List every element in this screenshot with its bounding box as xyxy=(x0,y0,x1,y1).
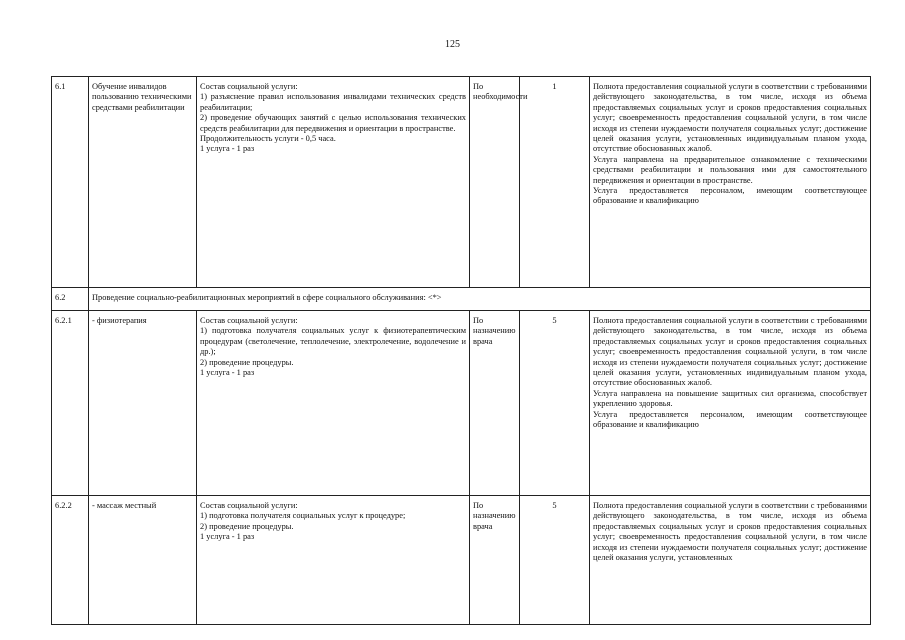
services-table xyxy=(51,76,871,625)
content-line: Состав социальной услуги: xyxy=(200,501,298,510)
service-content xyxy=(197,77,470,288)
content-line: 1 услуга - 1 раз xyxy=(200,368,255,378)
content-line: 1) подготовка получателя социальных услуг к процедуре; xyxy=(200,511,406,521)
content-line: Состав социальной услуги: xyxy=(200,316,298,325)
content-line: 1 услуга - 1 раз xyxy=(200,144,255,154)
service-time: 5 xyxy=(520,496,590,625)
row-number: 6.2.1 xyxy=(52,311,89,496)
criteria-paragraph: Полнота предоставления социальной услуги в соответствии с требованиями действующего законодательства, в том числе, исходя из объема предоставляемых социальных услуг и сроков предоставления социальных услуг; своевременность предоставления социальной услуги, в том числе исходя из степени нуждаемости получателя социальных услуг; достижение целей оказания услуги, установленных индивидуальным планом ухода, отсутствие обоснованных жалоб. xyxy=(593,82,867,154)
criteria-paragraph: Полнота предоставления социальной услуги в соответствии с требованиями действующего законодательства, в том числе, исходя из объема предоставляемых социальных услуг и сроков предоставления социальных услуг; своевременность предоставления социальной услуги, в том числе исходя из степени нуждаемости получателя социальных услуг; достижение целей оказания услуги, установленных индивидуальным планом ухода, отсутствие обоснованных жалоб. xyxy=(593,316,867,388)
content-line: 1) подготовка получателя социальных услуг к физиотерапевтическим процедурам (светолечение, теплолечение, электролечение, водолечение и др.); xyxy=(200,326,466,357)
service-criteria xyxy=(590,496,871,625)
service-content xyxy=(197,496,470,625)
criteria-paragraph: Услуга предоставляется персоналом, имеющим соответствующее образование и квалификацию xyxy=(593,186,867,206)
page-number: 125 xyxy=(445,39,460,50)
content-line: Состав социальной услуги: xyxy=(200,82,298,91)
criteria-paragraph: Услуга направлена на предварительное ознакомление с техническими средствами реабилитации и пользования ими для самостоятельного передвижения и ориентации в пространстве. xyxy=(593,154,867,185)
service-time: 1 xyxy=(520,77,590,288)
criteria-paragraph: Услуга предоставляется персоналом, имеющим соответствующее образование и квалификацию xyxy=(593,409,867,430)
service-criteria xyxy=(590,77,871,288)
content-line: 2) проведение обучающих занятий с целью использования технических средств реабилитации для передвижения и ориентации в пространстве. xyxy=(200,113,466,133)
table-row xyxy=(52,496,871,625)
section-row xyxy=(52,288,871,311)
row-number: 6.2.2 xyxy=(52,496,89,625)
row-number: 6.1 xyxy=(52,77,89,288)
table-row xyxy=(52,77,871,288)
service-name: - физиотерапия xyxy=(89,311,197,496)
content-line: 2) проведение процедуры. xyxy=(200,357,294,367)
service-time: 5 xyxy=(520,311,590,496)
content-line: 2) проведение процедуры. xyxy=(200,521,294,531)
service-frequency: По назначению врача xyxy=(470,496,520,625)
service-name: - массаж местный xyxy=(89,496,197,625)
content-line: Продолжительность услуги - 0,5 часа. xyxy=(200,134,336,144)
service-frequency: По назначению врача xyxy=(470,311,520,496)
service-frequency: По необходимости xyxy=(470,77,520,288)
service-content xyxy=(197,311,470,496)
table-row xyxy=(52,311,871,496)
section-title: Проведение социально-реабилитационных мероприятий в сфере социального обслуживания: <*> xyxy=(89,288,871,311)
criteria-paragraph: Услуга направлена на повышение защитных сил организма, способствует укреплению здоровья. xyxy=(593,388,867,409)
criteria-paragraph: Полнота предоставления социальной услуги в соответствии с требованиями действующего законодательства, в том числе, исходя из объема предоставляемых социальных услуг и сроков предоставления социальных услуг; своевременность предоставления социальной услуги, в том числе исходя из степени нуждаемости получателя социальных услуг; достижение целей оказания услуги, установленных xyxy=(593,501,867,563)
service-name: Обучение инвалидов пользованию техническими средствами реабилитации xyxy=(89,77,197,288)
service-criteria xyxy=(590,311,871,496)
content-line: 1) разъяснение правил использования инвалидами технических средств реабилитации; xyxy=(200,92,466,112)
content-line: 1 услуга - 1 раз xyxy=(200,532,255,542)
row-number: 6.2 xyxy=(52,288,89,311)
